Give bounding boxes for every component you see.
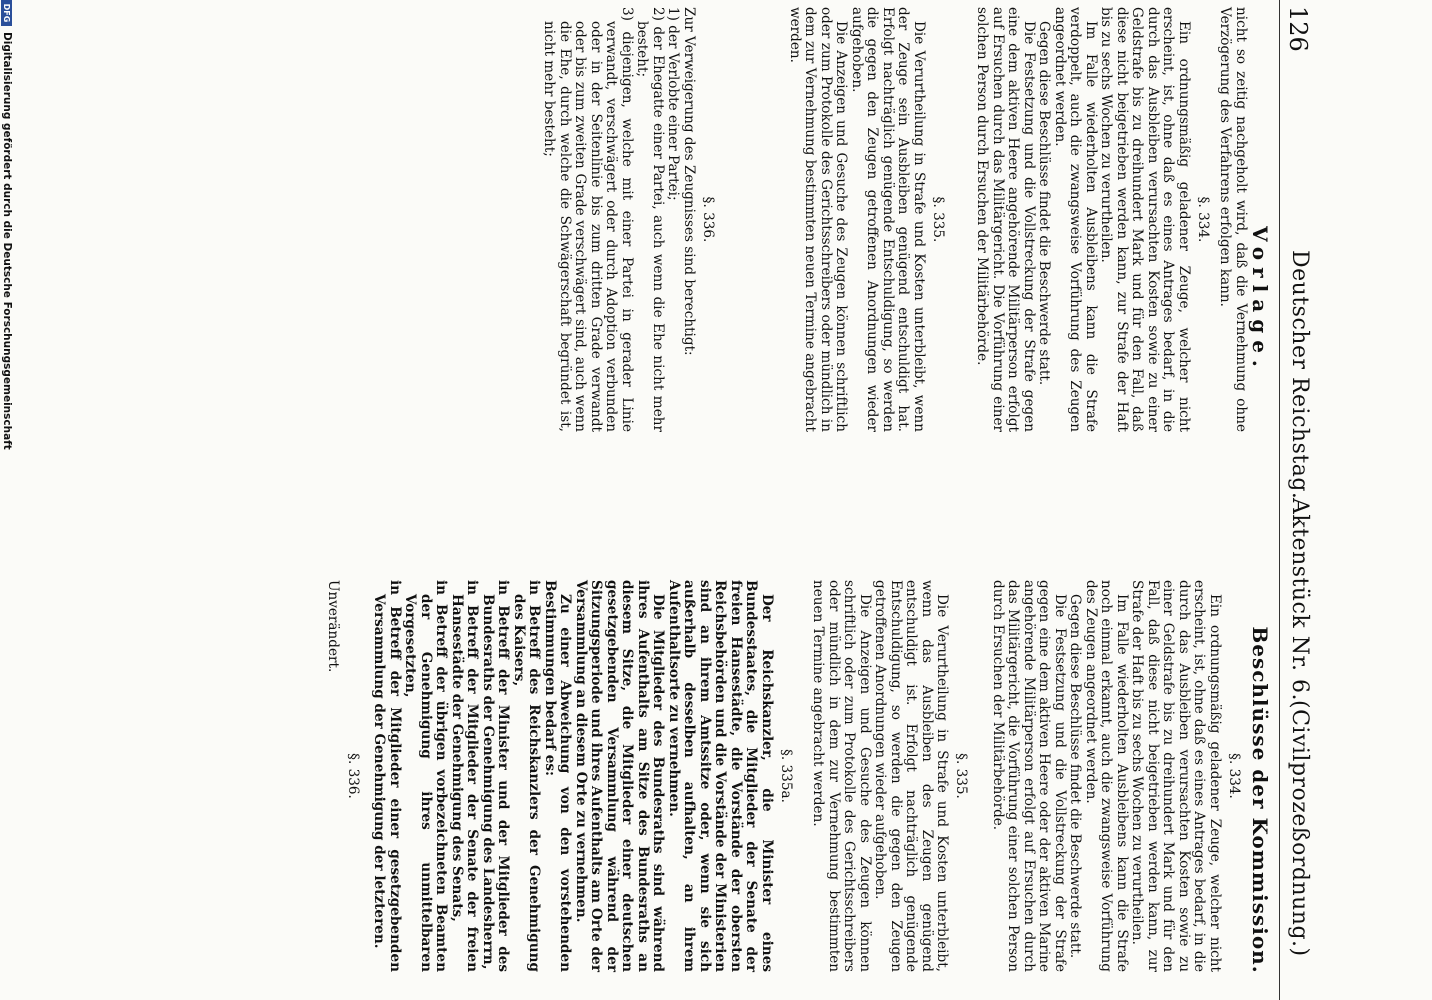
digitization-credit: Digitalisierung gefördert durch die Deutsche Forschungsgemeinschaft (1, 32, 13, 450)
left-column-lower (541, 7, 722, 432)
left-334-paragraph-2: Im Falle wiederholten Ausbleibens kann die Strafe verdoppelt, auch die zwangsweise Vorführung des Zeugen angeordnet werden. (1052, 7, 1099, 432)
right-335a-item-3: in Betreff der Mitglieder der Senate der freien Hansestädte der Genehmigung des Senats, (449, 580, 481, 972)
left-section-335-heading: §. 335. (930, 196, 946, 243)
page-number: 126 (1284, 6, 1312, 52)
left-column (787, 7, 1249, 432)
header-rule (1279, 0, 1280, 1000)
left-334-paragraph-3: Gegen diese Beschlüsse findet die Beschwerde statt. (1036, 21, 1053, 386)
left-336-item-3: 3) diejenigen, welche mit einer Partei in gerader Linie verwandt, verschwägert oder durch Adoption verbunden oder in der Seitenlinie bis zum dritten Grade verwandt oder bis zum zweiten Grade verschwägert sind, auch wenn die Ehe, durch welche die Schwägerschaft begründet ist, nicht mehr besteht; (541, 7, 635, 432)
left-336-item-1: 1) der Verlobte einer Partei; (665, 7, 682, 201)
right-334-paragraph-2: Im Falle wiederholten Ausbleibens kann die Strafe noch einmal erkannt, auch die zwangsweise Vorführung des Zeugen angeordnet werden. (1083, 580, 1130, 972)
left-335-paragraph-2: Die Anzeigen und Gesuche des Zeugen können schriftlich oder zum Protokolle des Gerichtsschreibers oder mündlich in dem zur Vernehmung bestimmten neuen Termine angebracht werden. (787, 7, 850, 433)
right-335a-item-2: in Betreff der Minister und der Mitglieder des Bundesraths der Genehmigung des Landesherrn, (480, 580, 512, 972)
right-column-title: Beschlüsse der Kommission. (1248, 626, 1272, 974)
journal-title: Deutscher Reichstag. (1287, 250, 1312, 500)
left-335-paragraph-1: Die Verurtheilung in Strafe und Kosten unterbleibt, wenn der Zeuge sein Ausbleiben genügend entschuldigt hat. Erfolgt nachträglich genügende Entschuldigung, so werden die gegen den Zeugen getroffenen Anordnungen wieder aufgehoben. (849, 7, 927, 432)
right-section-335a-heading: §. 335a. (778, 749, 794, 803)
dfg-logo: DFG (2, 0, 13, 26)
document-subject: (Civilprozeßordnung.) (1287, 700, 1312, 957)
left-column-title: Vorlage. (1248, 226, 1272, 374)
right-335a-paragraph-2: Die Mitglieder des Bundesraths sind während ihres Aufenthalts am Sitze des Bundesraths an diesem Sitze, die Mitglieder einer deutschen gesetzgebenden Versammlung während der Sitzungsperiode und ihres Aufenthalts am Orte der Versammlung an diesem Orte zu vernehmen. (573, 580, 667, 972)
right-334-paragraph-4: Die Festsetzung und die Vollstreckung der Strafe gegen eine dem aktiven Heere oder der aktiven Marine angehörende Militärperson erfolgt auf Ersuchen durch das Militärgericht, die Vorführung einer solchen Person durch Ersuchen der Militärbehörde. (990, 580, 1068, 972)
right-334-paragraph-1: Ein ordnungsmäßig geladener Zeuge, welcher nicht erscheint, ist, ohne daß es eines Antrages bedarf, in die durch das Ausbleiben verursachten Kosten sowie zu einer Geldstrafe bis zu dreihundert Mark und für den Fall, daß diese nicht beigetrieben werden kann, zur Strafe der Haft bis zu sechs Wochen zu verurtheilen. (1129, 580, 1223, 972)
right-335a-item-5: in Betreff der Mitglieder einer gesetzgebenden Versammlung der Genehmigung der letzteren. (371, 580, 403, 972)
left-section-336-heading: §. 336. (700, 196, 716, 243)
right-335-paragraph-2: Die Anzeigen und Gesuche des Zeugen können schriftlich oder zum Protokolle des Gerichtsschreibers oder mündlich in dem zur Vernehmung bestimmten neuen Termine angebracht werden. (810, 580, 873, 972)
right-column (325, 580, 1248, 972)
digitization-footer (0, 0, 14, 1000)
right-section-336-heading: §. 336. (345, 753, 361, 799)
left-336-item-2: 2) der Ehegatte einer Partei, auch wenn die Ehe nicht mehr besteht; (634, 7, 666, 432)
right-335-paragraph-1: Die Verurtheilung in Strafe und Kosten unterbleibt, wenn das Ausbleiben des Zeugen genügend entschuldigt ist. Erfolgt nachträglich genügende Entschuldigung, so werden die gegen den Zeugen getroffenen Anordnungen wieder aufgehoben. (872, 580, 951, 972)
left-section-334-heading: §. 334. (1195, 196, 1211, 243)
left-334-paragraph-1: Ein ordnungsmäßig geladener Zeuge, welcher nicht erscheint, ist, ohne daß es eines Antrages bedarf, in die durch das Ausbleiben verursachten Kosten sowie zu einer Geldstrafe bis zu dreihundert Mark und für den Fall, daß diese nicht beigetrieben werden kann, zur Strafe der Haft bis zu sechs Wochen zu verurtheilen. (1098, 7, 1192, 432)
right-335a-paragraph-3: Zu einer Abweichung von den vorstehenden Bestimmungen bedarf es: (542, 580, 574, 972)
right-section-335-heading: §. 335. (953, 753, 970, 799)
left-intro-paragraph: nicht so zeitig nachgeholt wird, daß die Vernehmung ohne Verzögerung des Verfahrens erfolgen kann. (1217, 7, 1249, 432)
right-335a-paragraph-1: Der Reichskanzler, die Minister eines Bundesstaates, die Mitglieder der Senate der freien Hansestädte, die Vorstände der obersten Reichsbehörden und die Vorstände der Ministerien sind an ihrem Amtssitze oder, wenn sie sich außerhalb desselben aufhalten, an ihrem Aufenthaltsorte zu vernehmen. (666, 580, 775, 972)
right-335a-item-1: in Betreff des Reichskanzlers der Genehmigung des Kaisers, (511, 580, 543, 972)
right-334-paragraph-3: Gegen diese Beschlüsse findet die Beschwerde statt. (1067, 594, 1084, 959)
left-334-paragraph-4: Die Festsetzung und die Vollstreckung der Strafe gegen eine dem aktiven Heere angehörende Militärperson erfolgt auf Ersuchen durch das Militärgericht. Die Vorführung einer solchen Person durch Ersuchen der Militärbehörde. (974, 7, 1037, 432)
right-336-unchanged: Unverändert. (325, 580, 341, 673)
right-335a-item-4: in Betreff der übrigen vorbezeichneten Beamten der Genehmigung ihres unmittelbaren Vorgesetzten, (402, 580, 450, 972)
document-number: Aktenstück Nr. 6. (1287, 498, 1312, 702)
right-section-334-heading: §. 334. (1226, 753, 1242, 799)
left-336-intro: Zur Verweigerung des Zeugnisses sind berechtigt: (681, 7, 697, 356)
